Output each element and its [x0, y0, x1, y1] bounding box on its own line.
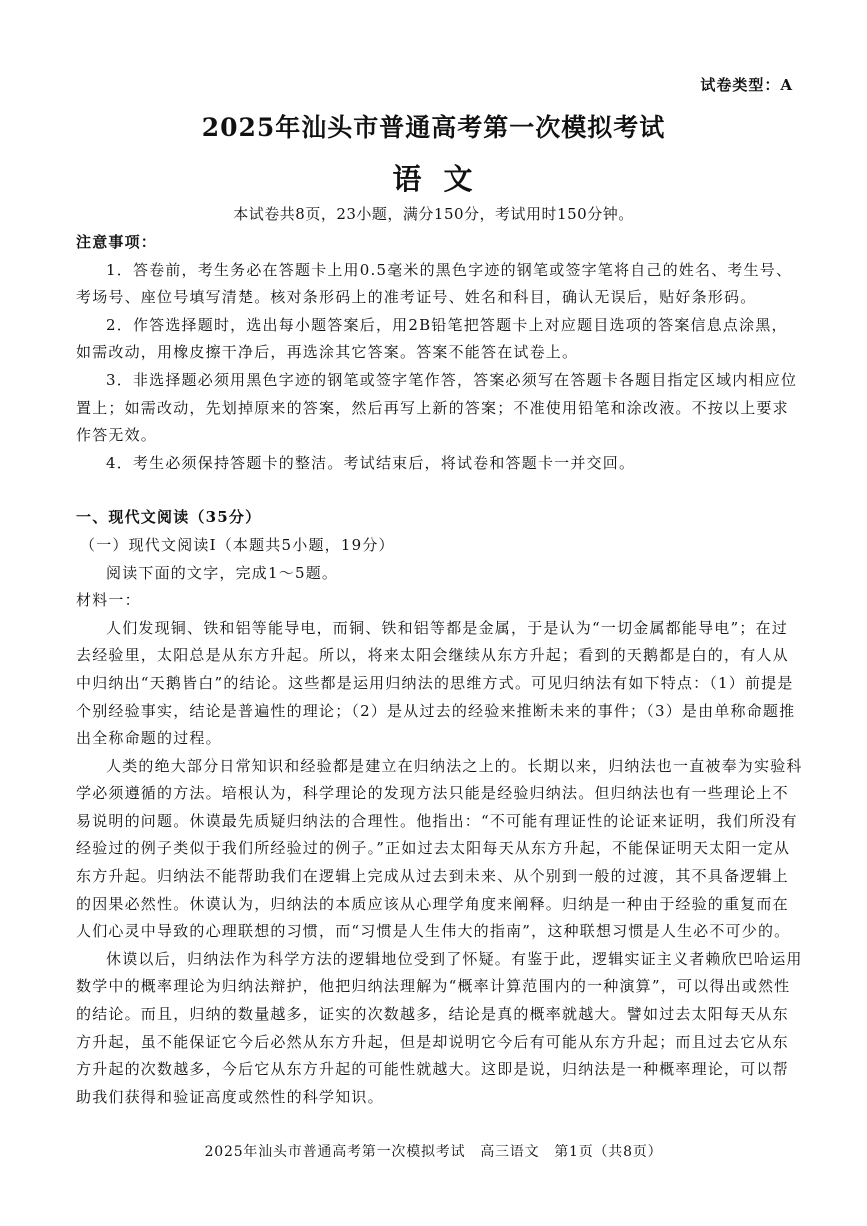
material-label: 材料一： — [76, 591, 141, 610]
notice-heading: 注意事项： — [76, 233, 158, 251]
subject-title: 语文 — [392, 162, 495, 196]
exam-title: 2025年汕头市普通高考第一次模拟考试 — [201, 113, 666, 142]
passage-paragraph: 人类的绝大部分日常知识和经验都是建立在归纳法之上的。长期以来，归纳法也一直被奉为实验科学必须遵循的方法。培根认为，科学理论的发现方法只能是经验归纳法。但归纳法也有一些理论上不易说明的问题。休谟最先质疑归纳法的合理性。他指出：“不可能有理证性的论证来证明，我们所没有经验过的例子类似于我们所经验过的例子。”正如过去太阳每天从东方升起，不能保证明天太阳一定从东方升起。归纳法不能帮助我们在逻辑上完成从过去到未来、从个别到一般的过渡，其不具备逻辑上的因果必然性。休谟认为，归纳法的本质应该从心理学角度来阐释。归纳是一种由于经验的重复而在人们心灵中导致的心理联想的习惯，而“习惯是人生伟大的指南”，这种联想习惯是人生必不可少的。 — [76, 756, 803, 941]
subsection-heading: （一）现代文阅读Ⅰ（本题共5小题，19分） — [80, 535, 395, 554]
notice-item: 1．答卷前，考生务必在答题卡上用0.5毫米的黑色字迹的钢笔或签字笔将自己的姓名、考生号、考场号、座位号填写清楚。核对条形码上的准考证号、姓名和科目，确认无误后，贴好条形码。 — [76, 260, 793, 307]
exam-type-label: 试卷类型：A — [700, 76, 793, 94]
exam-info: 本试卷共8页，23小题，满分150分，考试用时150分钟。 — [233, 205, 634, 223]
section-spacer — [76, 477, 803, 504]
page-footer: 2025年汕头市普通高考第一次模拟考试 高三语文 第1页（共8页） — [204, 1144, 663, 1160]
passage-paragraph: 休谟以后，归纳法作为科学方法的逻辑地位受到了怀疑。有鉴于此，逻辑实证主义者赖欣巴哈运用数学中的概率理论为归纳法辩护，他把归纳法理解为“概率计算范围内的一种演算”，可以得出或然性的结论。而且，归纳的数量越多，证实的次数越多，结论是真的概率就越大。譬如过去太阳每天从东方升起，虽不能保证它今后必然从东方升起，但是却说明它今后有可能从东方升起；而且过去它从东方升起的次数越多，今后它从东方升起的可能性就越大。这即是说，归纳法是一种概率理论，可以帮助我们获得和验证高度或然性的科学知识。 — [76, 949, 803, 1106]
section-heading: 一、现代文阅读（35分） — [76, 508, 262, 527]
notice-item: 4．考生必须保持答题卡的整洁。考试结束后，将试卷和答题卡一并交回。 — [106, 453, 636, 472]
exam-content — [76, 229, 803, 1111]
notice-item: 3．非选择题必须用黑色字迹的钢笔或签字笔作答，答案必须写在答题卡各题目指定区域内相应位置上；如需改动，先划掉原来的答案，然后再写上新的答案；不准使用铅笔和涂改液。不按以上要求作答无效。 — [76, 370, 798, 445]
passage-paragraph: 人们发现铜、铁和铝等能导电，而铜、铁和铝等都是金属，于是认为“一切金属都能导电”；在过去经验里，太阳总是从东方升起。所以，将来太阳会继续从东方升起；看到的天鹅都是白的，有人从中归纳出“天鹅皆白”的结论。这些都是运用归纳法的思维方式。可见归纳法有如下特点：（1）前提是个别经验事实，结论是普遍性的理论；（2）是从过去的经验来推断未来的事件；（3）是由单称命题推出全称命题的过程。 — [76, 618, 796, 748]
notice-item: 2．作答选择题时，选出每小题答案后，用2B铅笔把答题卡上对应题目选项的答案信息点涂黑，如需改动，用橡皮擦干净后，再选涂其它答案。答案不能答在试卷上。 — [76, 315, 788, 362]
reading-instruction: 阅读下面的文字，完成1～5题。 — [106, 563, 339, 582]
